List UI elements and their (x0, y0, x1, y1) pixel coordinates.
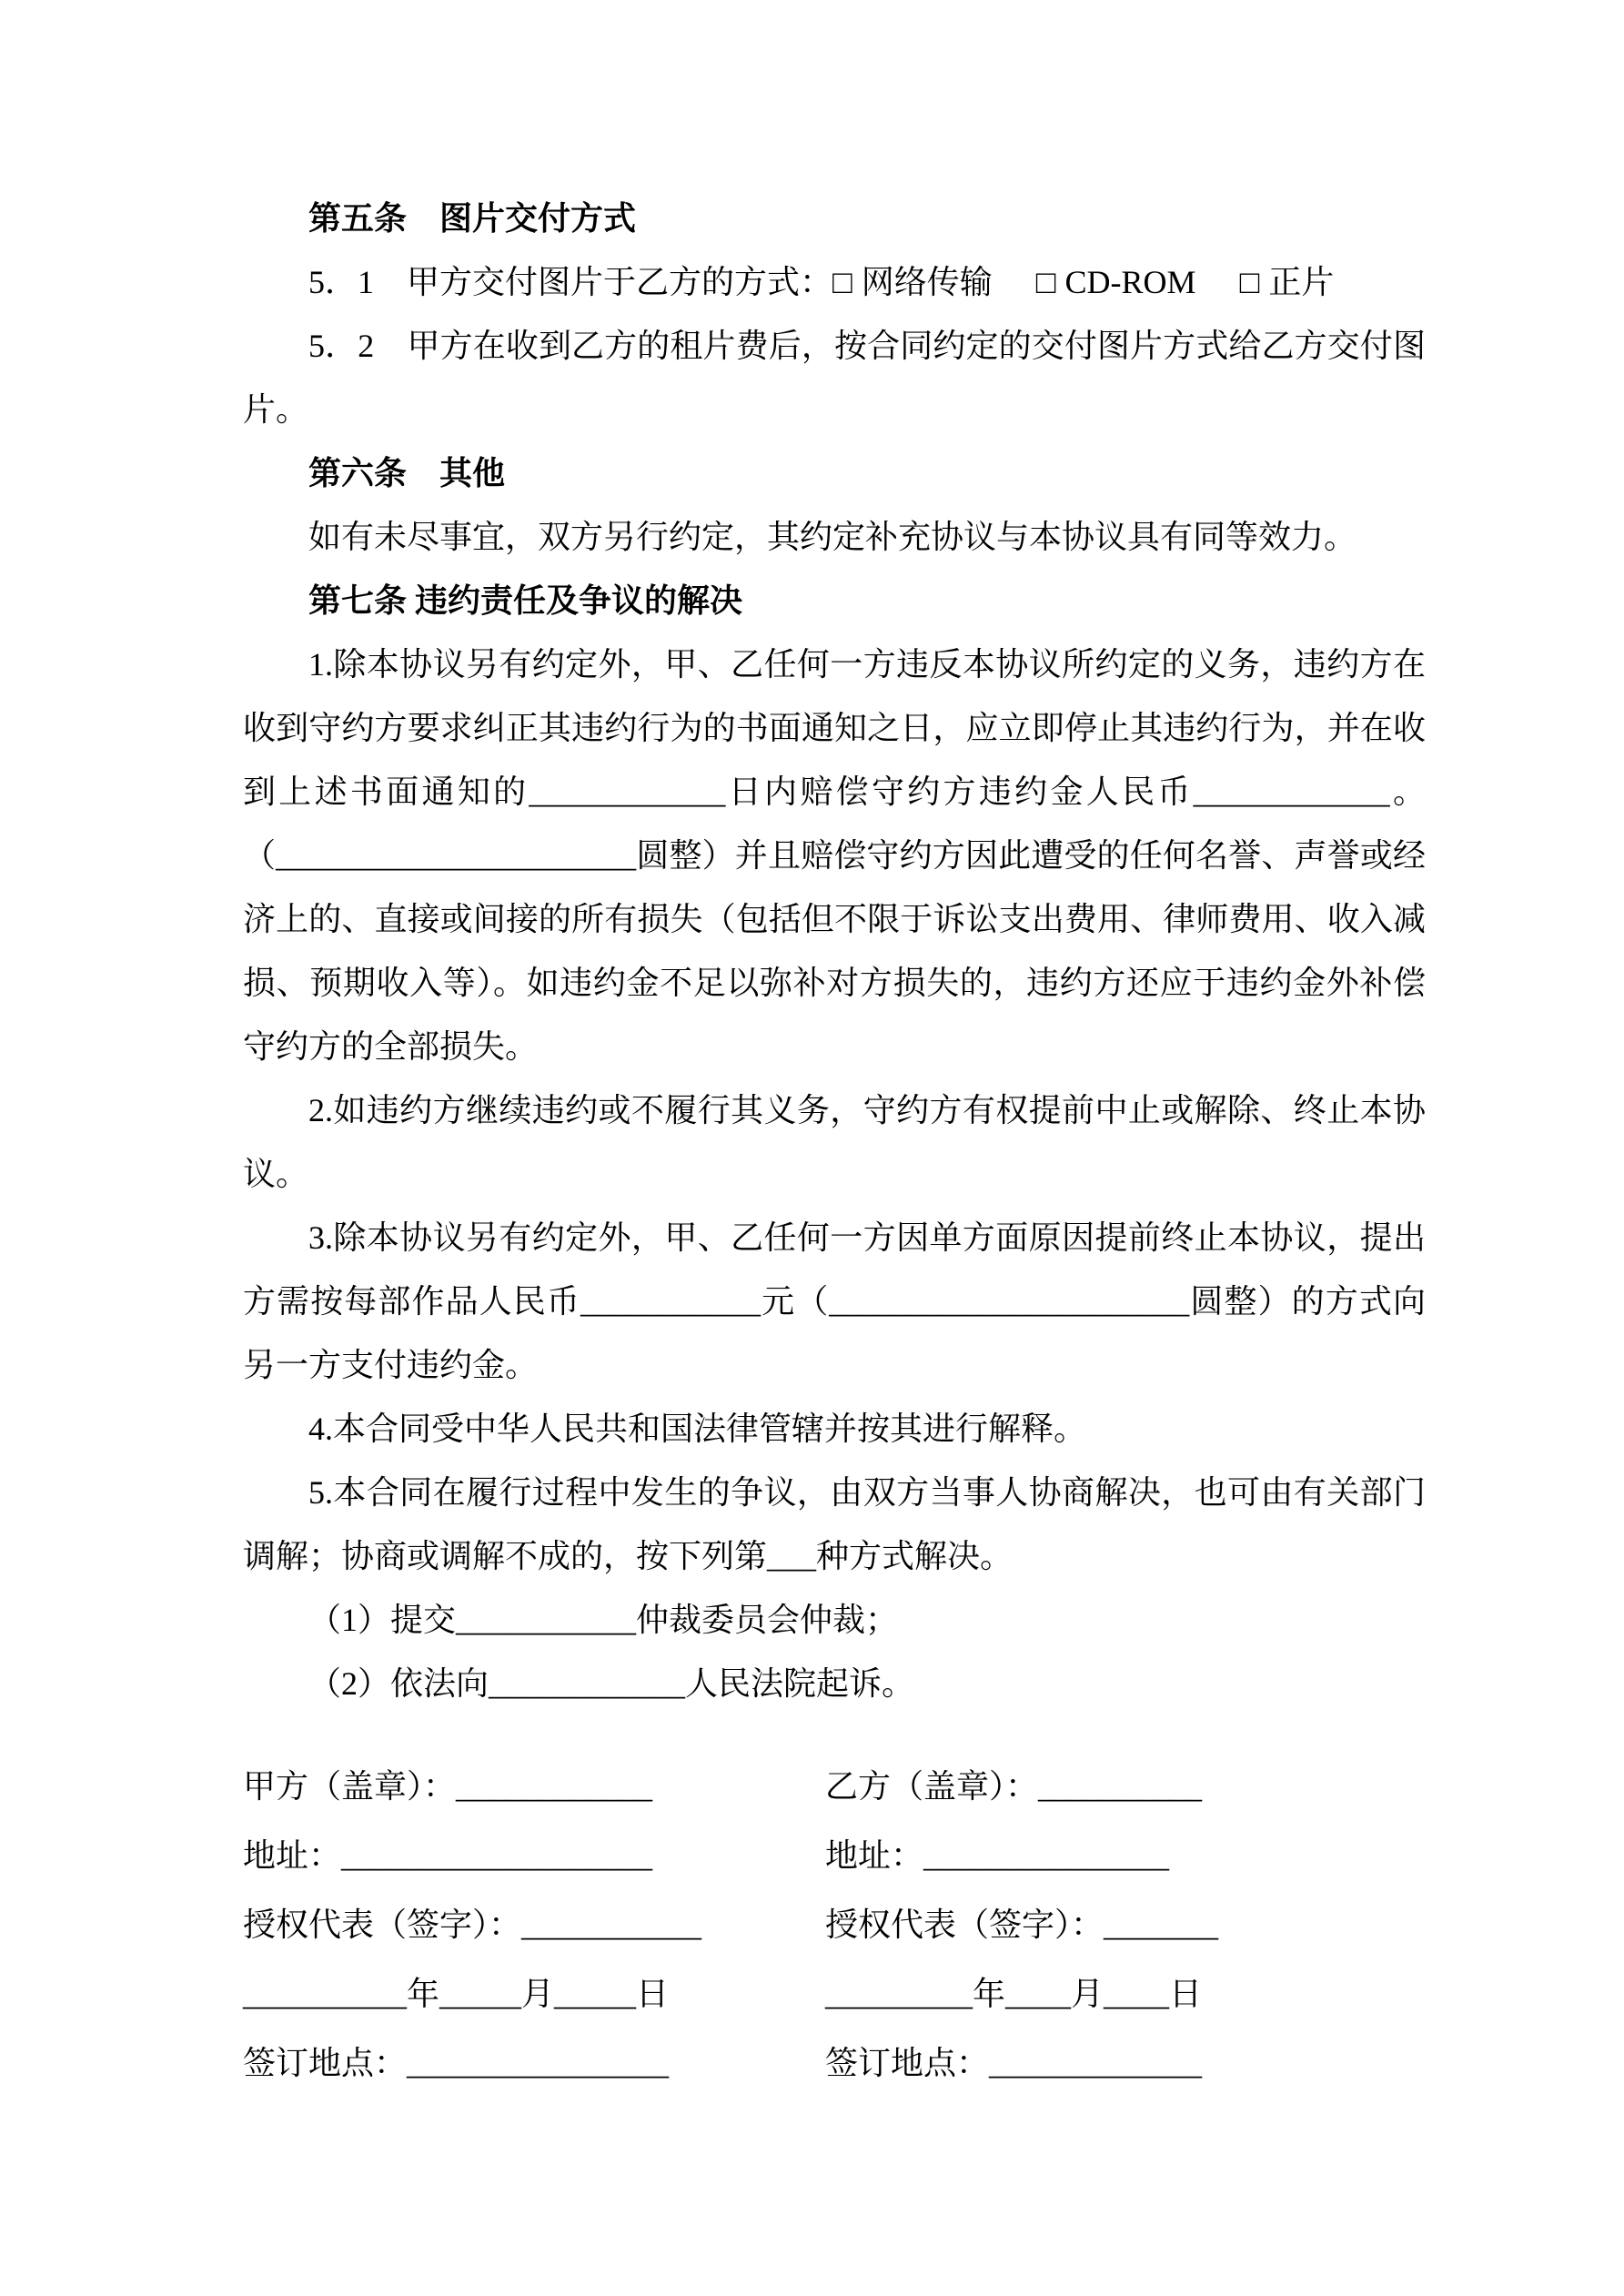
party-a-date-line: __________年_____月_____日 (243, 1976, 669, 2012)
checkbox-positive-film-icon[interactable]: □ (1239, 264, 1260, 300)
party-b-representative-line: 授权代表（签字）：_______ (825, 1907, 1219, 1943)
article-5-section (243, 187, 1426, 441)
article-6-heading: 第六条 其他 (308, 455, 506, 491)
delivery-option-network (832, 264, 993, 300)
delivery-option-cdrom-label: CD-ROM (1064, 264, 1196, 300)
party-a-seal-line: 甲方（盖章）：____________ (243, 1768, 653, 1805)
party-a-place-line: 签订地点：________________ (243, 2045, 670, 2081)
article-7-clause-1: 1.除本协议另有约定外，甲、乙任何一方违反本协议所约定的义务，违约方在收到守约方要求纠正其违约行为的书面通知之日，应立即停止其违约行为，并在收到上述书面通知的____________日内赔偿守约方违约金人民币____________。（______________________圆整）并且赔偿守约方因此遭受的任何名誉、声誉或经济上的、直接或间接的所有损失（包括但不限于诉讼支出费用、律师费用、收入减损、预期收入等）。如违约金不足以弥补对方损失的，违约方还应于违约金外补偿守约方的全部损失。 (243, 646, 1426, 1065)
resolution-method-court: （2）依法向____________人民法院起诉。 (308, 1665, 915, 1702)
article-7-clause-5: 5.本合同在履行过程中发生的争议，由双方当事人协商解决，也可由有关部门调解；协商或调解不成的，按下列第___种方式解决。 (243, 1474, 1426, 1574)
article-7-section (243, 569, 1426, 1715)
article-6-body: 如有未尽事宜，双方另行约定，其约定补充协议与本协议具有同等效力。 (308, 519, 1357, 555)
delivery-option-positive-film (1240, 264, 1335, 300)
party-b-signature-column (825, 1752, 1426, 2098)
article-6-section (243, 441, 1426, 569)
signature-block (243, 1752, 1426, 2098)
party-b-date-line: _________年____月____日 (825, 1976, 1202, 2012)
article-5-heading: 第五条 图片交付方式 (308, 200, 637, 237)
delivery-option-cdrom (1036, 264, 1196, 300)
article-7-clause-3: 3.除本协议另有约定外，甲、乙任何一方因单方面原因提前终止本协议，提出方需按每部作品人民币___________元（______________________圆整）的方式向另一方支付违约金。 (243, 1219, 1426, 1383)
party-a-signature-column (243, 1752, 825, 2098)
article-7-heading: 第七条 违约责任及争议的解决 (308, 582, 743, 619)
party-b-seal-line: 乙方（盖章）：__________ (825, 1768, 1203, 1805)
clause-5-1 (243, 250, 1426, 314)
clause-5-2: 5．2 甲方在收到乙方的租片费后，按合同约定的交付图片方式给乙方交付图片。 (243, 328, 1426, 428)
party-a-address-line: 地址：___________________ (243, 1837, 653, 1874)
clause-5-1-text: 5．1 甲方交付图片于乙方的方式： (308, 264, 833, 300)
article-7-clause-4: 4.本合同受中华人民共和国法律管辖并按其进行解释。 (308, 1411, 1087, 1447)
party-b-address-line: 地址：_______________ (825, 1837, 1170, 1874)
delivery-option-network-label: 网络传输 (861, 264, 993, 300)
article-7-clause-2: 2.如违约方继续违约或不履行其义务，守约方有权提前中止或解除、终止本协议。 (243, 1092, 1426, 1192)
party-b-place-line: 签订地点：_____________ (825, 2045, 1203, 2081)
checkbox-network-transfer-icon[interactable]: □ (832, 264, 852, 300)
party-a-representative-line: 授权代表（签字）：___________ (243, 1907, 702, 1943)
delivery-option-positive-film-label: 正片 (1268, 264, 1335, 300)
checkbox-cdrom-icon[interactable]: □ (1035, 264, 1056, 300)
resolution-method-arbitration: （1）提交___________仲裁委员会仲裁； (308, 1602, 899, 1638)
